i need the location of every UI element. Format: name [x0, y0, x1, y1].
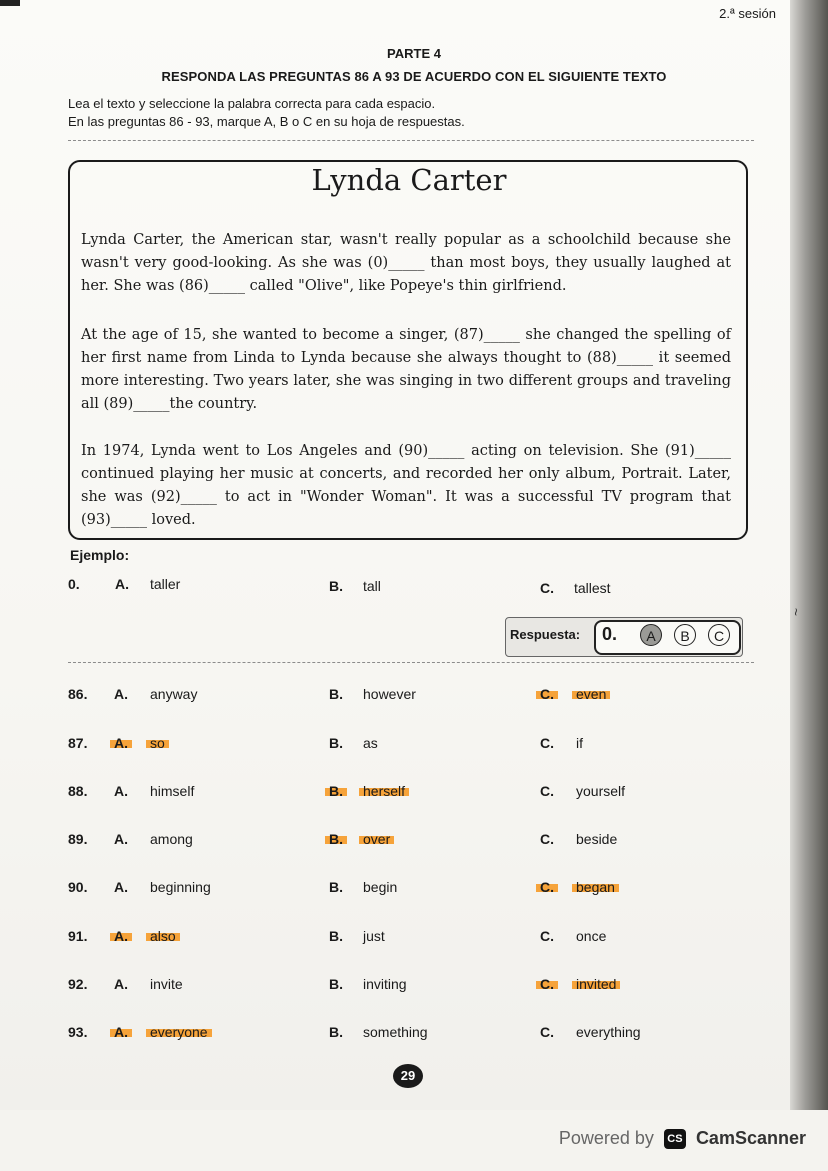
camscanner-brand: CamScanner [695, 1128, 806, 1148]
option-word-b: just [363, 928, 385, 944]
example-option-letter: C. [540, 580, 554, 596]
option-letter-c[interactable]: C. [540, 1024, 554, 1040]
passage-paragraph: Lynda Carter, the American star, wasn't really popular as a schoolchild because she wasn't very good-looking. As she was (0)_____ than most boys, they usually laughed at her. She was (86)_____ called "Olive", like Popeye's thin girlfriend. [81, 232, 731, 294]
scanner-footer [559, 1128, 806, 1149]
passage-title: Lynda Carter [311, 163, 507, 197]
option-letter-c[interactable]: C. [540, 735, 554, 751]
option-letter-c[interactable]: C. [536, 879, 558, 895]
instruction-title: RESPONDA LAS PREGUNTAS 86 A 93 DE ACUERDO CON EL SIGUIENTE TEXTO [161, 69, 667, 84]
example-option-word: tall [363, 578, 381, 594]
option-letter-b[interactable]: B. [329, 1024, 343, 1040]
question-number: 86. [68, 686, 88, 702]
option-letter-b[interactable]: B. [325, 831, 347, 847]
question-number: 91. [68, 928, 88, 944]
session-label: 2.ª sesión [719, 6, 776, 21]
option-word-a: anyway [150, 686, 198, 702]
answer-label: Respuesta: [510, 627, 581, 642]
option-letter-c[interactable]: C. [540, 928, 554, 944]
question-number: 92. [68, 976, 88, 992]
option-letter-c[interactable]: C. [536, 686, 558, 702]
camscanner-logo-icon: CS [664, 1129, 686, 1149]
option-word-b: herself [359, 783, 409, 799]
example-option-word: taller [150, 576, 181, 592]
answer-bubble-b[interactable]: B [674, 624, 696, 646]
option-letter-a[interactable]: A. [110, 928, 132, 944]
instruction-line-2: En las preguntas 86 - 93, marque A, B o C en su hoja de respuestas. [68, 114, 465, 129]
instruction-line-1: Lea el texto y seleccione la palabra correcta para cada espacio. [68, 96, 436, 111]
part-heading: PARTE 4 [387, 46, 441, 61]
question-number: 88. [68, 783, 88, 799]
option-letter-a[interactable]: A. [114, 783, 128, 799]
option-word-c: even [572, 686, 610, 702]
page-number: 29 [393, 1064, 423, 1088]
option-word-c: began [572, 879, 619, 895]
answer-bubble-a[interactable]: A [640, 624, 662, 646]
option-letter-b[interactable]: B. [329, 879, 343, 895]
option-word-c: beside [576, 831, 618, 847]
option-letter-a[interactable]: A. [114, 686, 128, 702]
example-option-letter: B. [329, 578, 343, 594]
option-word-b: however [363, 686, 416, 702]
question-number: 90. [68, 879, 88, 895]
question-number: 93. [68, 1024, 88, 1040]
option-word-b: something [363, 1024, 428, 1040]
page-corner-mark [0, 0, 20, 6]
divider [68, 662, 754, 663]
option-word-b: as [363, 735, 378, 751]
option-word-c: invited [572, 976, 620, 992]
option-letter-b[interactable]: B. [325, 783, 347, 799]
option-word-a: himself [150, 783, 195, 799]
option-letter-a[interactable]: A. [110, 1024, 132, 1040]
example-option-word: tallest [574, 580, 611, 596]
option-word-b: begin [363, 879, 398, 895]
option-letter-a[interactable]: A. [114, 976, 128, 992]
option-word-c: if [576, 735, 583, 751]
answer-number: 0. [602, 624, 618, 644]
margin-mark: ~ [788, 607, 805, 617]
passage-paragraph: In 1974, Lynda went to Los Angeles and (90)_____ acting on television. She (91)_____ continued playing her music at concerts, and recorded her only album, Portrait. Later, she was (92)_____ to act in "Wonder Woman". It was a successful TV program that (93)_____ loved. [81, 443, 731, 528]
divider [68, 140, 754, 141]
option-letter-b[interactable]: B. [329, 735, 343, 751]
option-word-a: everyone [146, 1024, 212, 1040]
option-word-a: so [146, 735, 169, 751]
example-label: Ejemplo: [70, 547, 130, 563]
option-letter-b[interactable]: B. [329, 686, 343, 702]
option-word-b: over [359, 831, 394, 847]
example-number: 0. [68, 576, 80, 592]
option-word-a: invite [150, 976, 183, 992]
option-word-b: inviting [363, 976, 407, 992]
option-word-a: beginning [150, 879, 211, 895]
option-letter-c[interactable]: C. [536, 976, 558, 992]
option-word-a: also [146, 928, 180, 944]
option-word-a: among [150, 831, 193, 847]
powered-by-text: Powered by [558, 1128, 654, 1148]
question-number: 87. [68, 735, 88, 751]
option-letter-a[interactable]: A. [114, 831, 128, 847]
option-letter-a[interactable]: A. [110, 735, 132, 751]
option-letter-c[interactable]: C. [540, 831, 554, 847]
example-option-letter: A. [115, 576, 129, 592]
option-letter-a[interactable]: A. [114, 879, 128, 895]
option-letter-c[interactable]: C. [540, 783, 554, 799]
passage-paragraph: At the age of 15, she wanted to become a singer, (87)_____ she changed the spelling of her first name from Linda to Lynda because she always thought to (88)_____ it seemed more interesting. Two years later, she was singing in two different groups and traveling all (89)_____the country. [81, 327, 731, 412]
answer-bubble-c[interactable]: C [708, 624, 730, 646]
question-number: 89. [68, 831, 88, 847]
option-letter-b[interactable]: B. [329, 976, 343, 992]
option-word-c: yourself [576, 783, 626, 799]
option-word-c: everything [576, 1024, 641, 1040]
option-letter-b[interactable]: B. [329, 928, 343, 944]
option-word-c: once [576, 928, 607, 944]
